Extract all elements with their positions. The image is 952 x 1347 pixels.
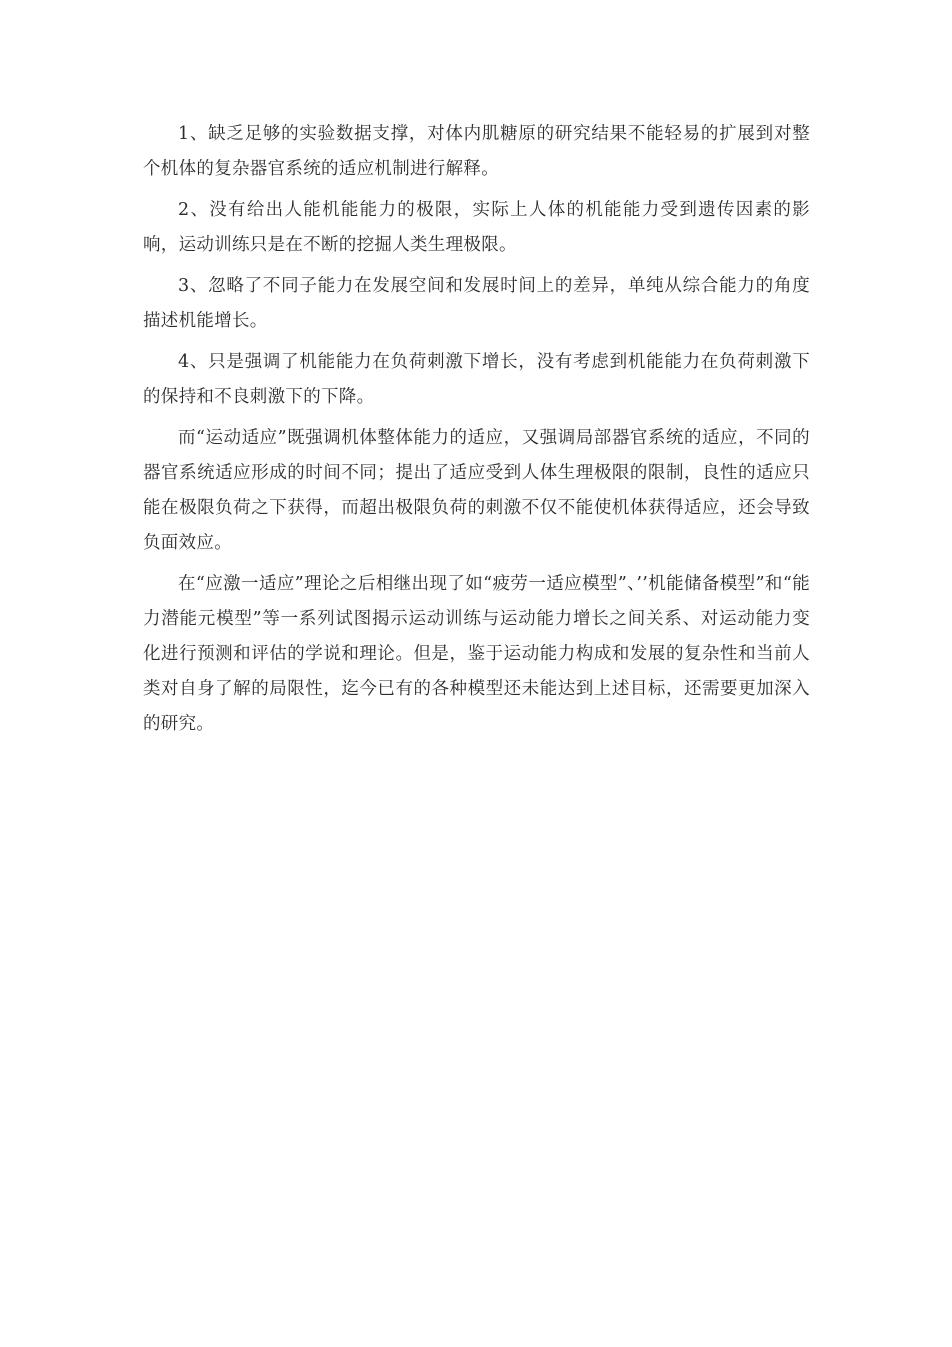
paragraph-2: 2、没有给出人能机能能力的极限，实际上人体的机能能力受到遗传因素的影响，运动训练只是在不断的挖掘人类生理极限。 [143,200,810,255]
paragraph-3: 3、忽略了不同子能力在发展空间和发展时间上的差异，单纯从综合能力的角度描述机能增长。 [143,276,810,331]
document-body [143,117,810,748]
paragraph-5: 而“运动适应”既强调机体整体能力的适应，又强调局部器官系统的适应，不同的器官系统适应形成的时间不同；提出了适应受到人体生理极限的限制，良性的适应只能在极限负荷之下获得，而超出极限负荷的刺激不仅不能使机体获得适应，还会导致负面效应。 [143,428,810,553]
paragraph-4: 4、只是强调了机能能力在负荷刺激下增长，没有考虑到机能能力在负荷刺激下的保持和不良刺激下的下降。 [143,352,810,407]
paragraph-6: 在“应激一适应”理论之后相继出现了如“疲劳一适应模型”、’’机能储备模型”和“能力潜能元模型”等一系列试图揭示运动训练与运动能力增长之间关系、对运动能力变化进行预测和评估的学说和理论。但是，鉴于运动能力构成和发展的复杂性和当前人类对自身了解的局限性，迄今已有的各种模型还未能达到上述目标，还需要更加深入的研究。 [143,574,810,734]
paragraph-1: 1、缺乏足够的实验数据支撑，对体内肌糖原的研究结果不能轻易的扩展到对整个机体的复杂器官系统的适应机制进行解释。 [143,124,810,179]
